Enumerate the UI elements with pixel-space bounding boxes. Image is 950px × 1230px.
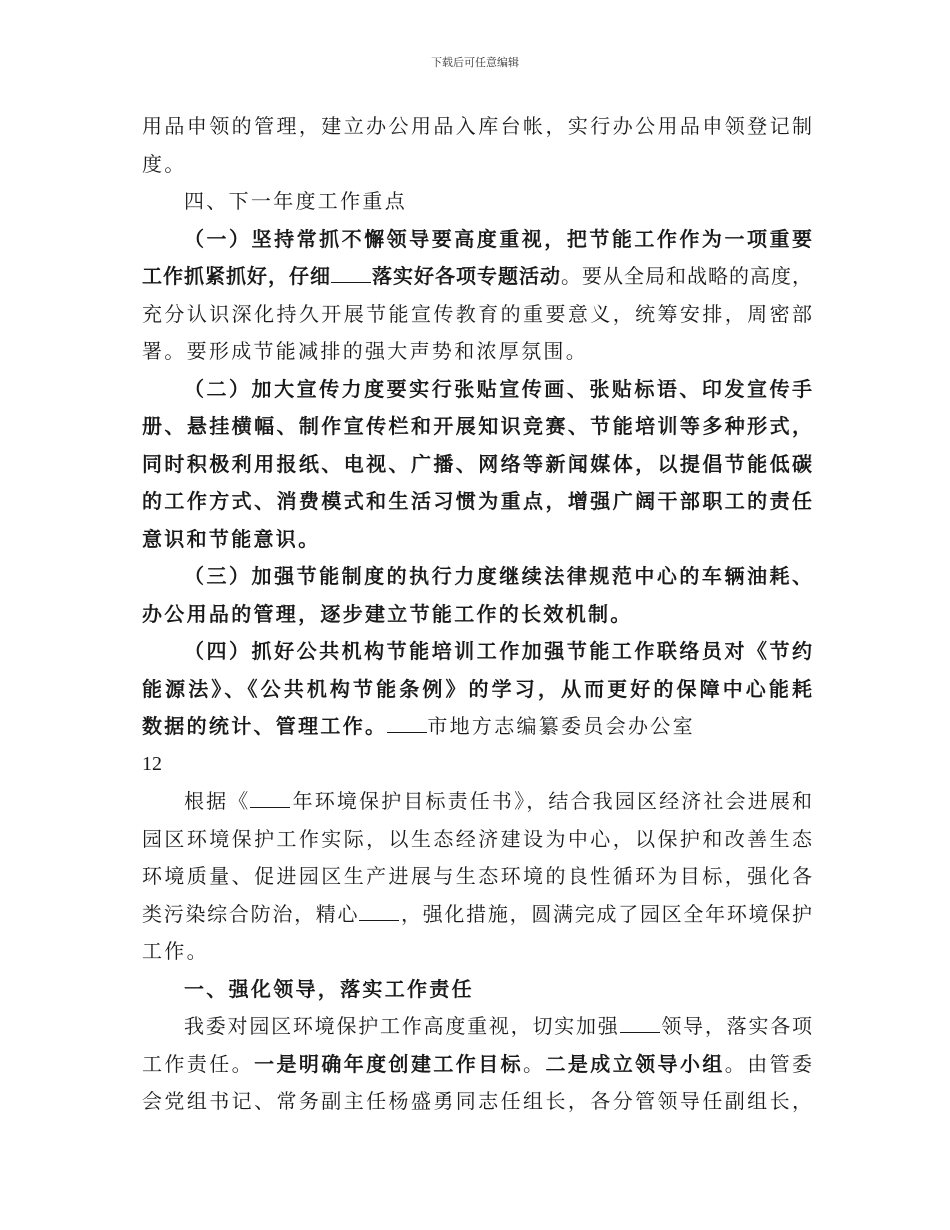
bold-span: 二是成立领导小组 — [545, 1051, 725, 1076]
blank-underline — [387, 710, 427, 733]
text-line — [142, 371, 812, 409]
text-span: （四）抓好公共机构节能培训工作加强节能工作联络员对《节约 — [184, 639, 812, 663]
bold-span: 一是明确年度创建工作目标 — [254, 1051, 524, 1076]
text-span: 领导，落实各项 — [659, 1014, 813, 1038]
text-line — [142, 671, 812, 709]
text-line — [142, 446, 812, 484]
text-line — [142, 858, 812, 896]
text-span: 会党组书记、常务副主任杨盛勇同志任组长，各分管领导任副组长， — [142, 1089, 812, 1113]
document-body — [142, 108, 812, 1121]
text-span: （二）加大宣传力度要实行张贴宣传画、张贴标语、印发宣传手 — [184, 376, 812, 401]
page-header: 下载后可任意编辑 — [431, 56, 519, 69]
text-span: 度。 — [142, 151, 187, 176]
text-line — [142, 783, 812, 821]
text-line — [142, 146, 812, 184]
section-heading — [142, 971, 812, 1009]
text-span: 。由管委 — [724, 1051, 813, 1076]
blank-underline — [620, 1010, 660, 1033]
text-line — [142, 596, 812, 634]
text-line — [142, 1083, 812, 1121]
text-span: 办公用品的管理，逐步建立节能工作的长效机制。 — [142, 601, 633, 626]
text-span: 意识和节能意识。 — [142, 526, 321, 551]
text-span: 署。要形成节能减排的强大声势和浓厚氛围。 — [142, 339, 588, 363]
text-line — [142, 1008, 812, 1046]
blank-underline — [331, 260, 371, 283]
text-line — [142, 296, 812, 334]
text-line — [142, 821, 812, 859]
section-heading — [142, 183, 812, 221]
text-span: （三）加强节能制度的执行力度继续法律规范中心的车辆油耗、 — [184, 564, 812, 588]
text-line — [142, 1046, 812, 1084]
text-span: 。 — [523, 1051, 546, 1076]
text-line — [142, 108, 812, 146]
text-line — [142, 558, 812, 596]
text-line — [142, 521, 812, 559]
text-span: 同时积极利用报纸、电视、广播、网络等新闻媒体，以提倡节能低碳 — [142, 451, 812, 476]
text-span: 册、悬挂横幅、制作宣传栏和开展知识竞赛、节能培训等多种形式， — [142, 414, 812, 438]
text-span: 年环境保护目标责任书》，结合我园区经济社会进展和 — [290, 789, 813, 813]
text-line — [142, 408, 812, 446]
text-span: 工作责任。 — [142, 1051, 255, 1076]
bold-span: 落实好各项专题活动 — [371, 264, 561, 288]
text-line — [142, 221, 812, 259]
text-span: 市地方志编纂委员会办公室 — [427, 714, 695, 738]
text-line — [142, 933, 812, 971]
text-span: 类污染综合防治，精心 — [142, 901, 360, 926]
text-line — [142, 333, 812, 371]
text-span: 能源法》、《公共机构节能条例》的学习，从而更好的保障中心能耗 — [142, 676, 812, 701]
page-number-text: 12 — [142, 752, 162, 775]
text-span: 环境质量、促进园区生产进展与生态环境的良性循环为目标，强化各 — [142, 864, 812, 888]
text-line — [142, 633, 812, 671]
text-span: 工作。 — [142, 939, 209, 963]
text-span: 园区环境保护工作实际，以生态经济建设为中心，以保护和改善生态 — [142, 826, 812, 851]
text-span: 的工作方式、消费模式和生活习惯为重点，增强广阔干部职工的责任 — [142, 489, 812, 513]
heading-text: 一、强化领导，落实工作责任 — [184, 976, 474, 1001]
heading-text: 四、下一年度工作重点 — [184, 189, 407, 213]
text-span: 。要从全局和战略的高度， — [561, 264, 812, 288]
text-span: （一）坚持常抓不懈领导要高度重视，把节能工作作为一项重要 — [184, 226, 812, 251]
text-line — [142, 483, 812, 521]
text-span: 充分认识深化持久开展节能宣传教育的重要意义，统筹安排，周密部 — [142, 301, 812, 326]
bold-span: 数据的统计、管理工作。 — [142, 714, 388, 738]
text-line — [142, 708, 812, 746]
bold-span: 工作抓紧抓好，仔细 — [142, 264, 331, 288]
text-line — [142, 896, 812, 934]
blank-underline — [359, 898, 399, 921]
text-line — [142, 258, 812, 296]
text-span: 根据《 — [184, 789, 251, 813]
text-span: 用品申领的管理，建立办公用品入库台帐，实行办公用品申领登记制 — [142, 114, 812, 138]
blank-underline — [250, 785, 290, 808]
text-span: 我委对园区环境保护工作高度重视，切实加强 — [184, 1014, 620, 1038]
text-span: ，强化措施，圆满完成了园区全年环境保护 — [399, 901, 813, 926]
